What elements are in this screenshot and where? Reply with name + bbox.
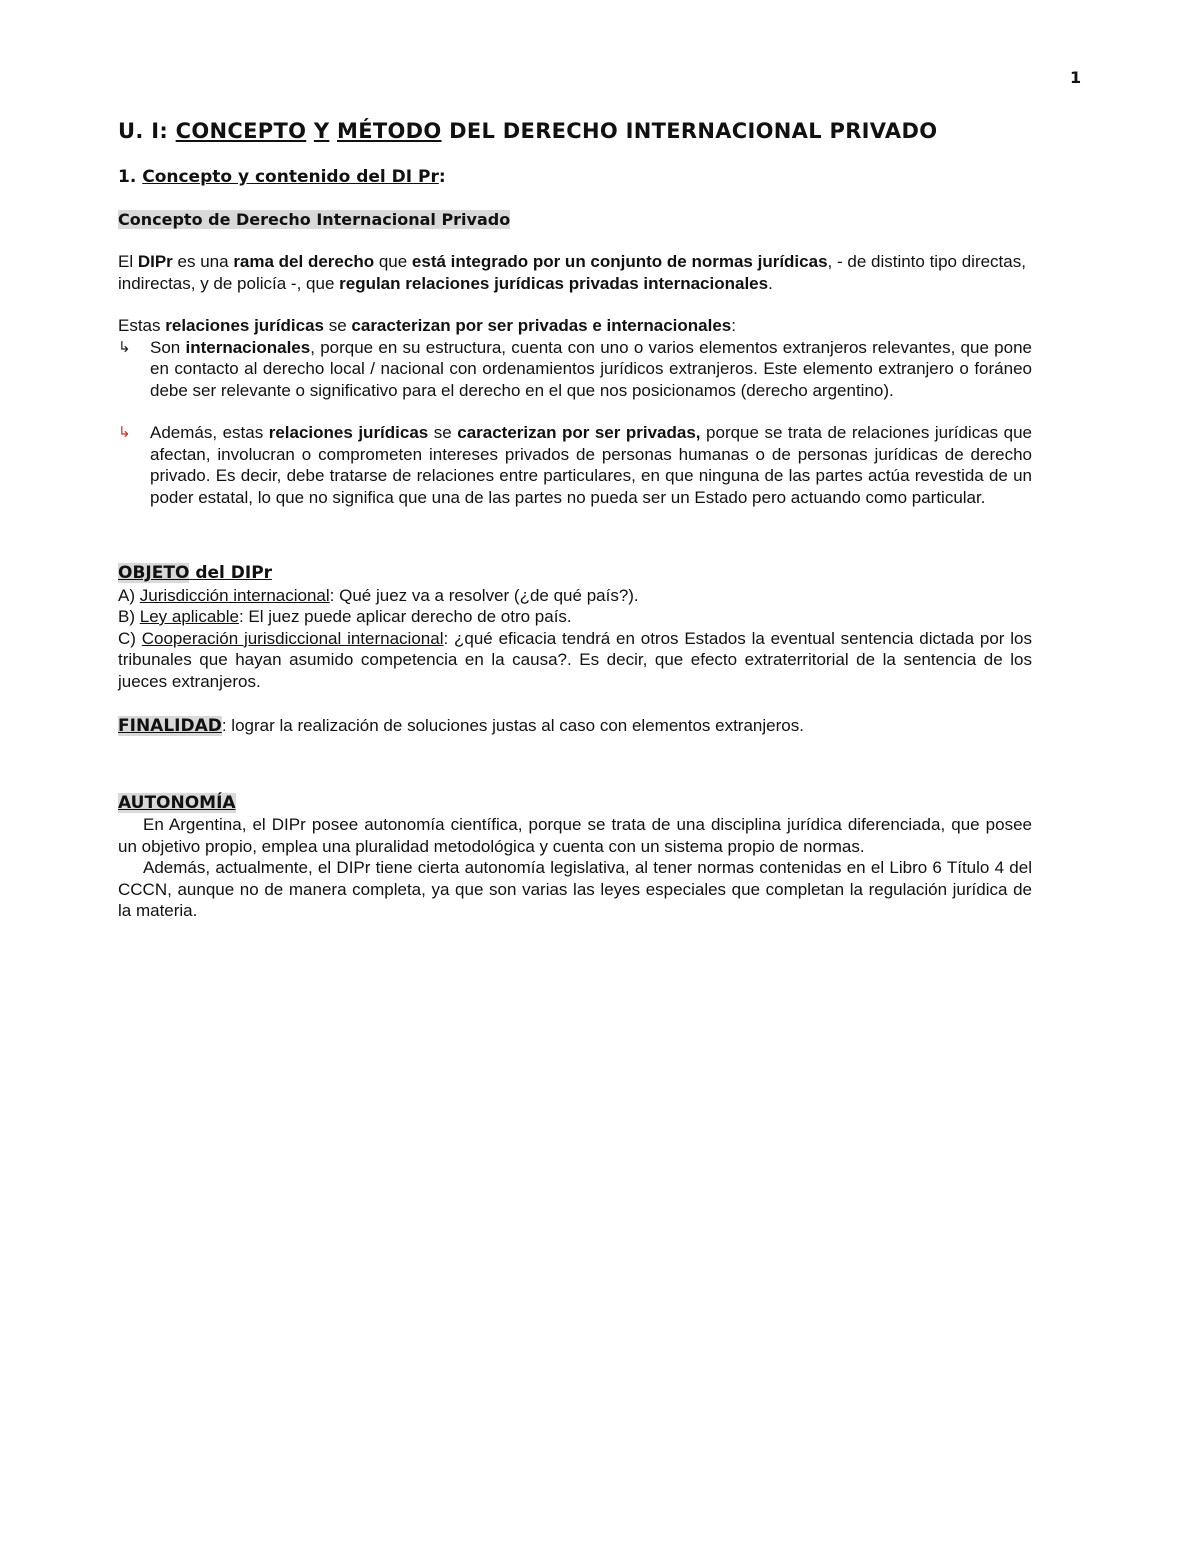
autonomia-paragraph-2: Además, actualmente, el DIPr tiene cierta autonomía legislativa, al tener normas contenidas en el Libro 6 Título 4 del CCCN, aunque no de manera completa, ya que son varias las leyes especiales que completan la regulación jurídica de la materia. bbox=[118, 858, 1032, 920]
def-bold-regulan: regulan relaciones jurídicas privadas internacionales bbox=[339, 273, 769, 293]
bullet-text bbox=[150, 422, 1032, 508]
section-1-title: Concepto y contenido del DI Pr bbox=[142, 167, 439, 187]
def-text: , - de distinto tipo directas, indirectas, y de policía -, que bbox=[118, 252, 1026, 293]
bullet-bold: internacionales bbox=[185, 337, 311, 357]
title-word-metodo: MÉTODO bbox=[337, 119, 442, 143]
autonomia-paragraph-1: En Argentina, el DIPr posee autonomía científica, porque se trata de una disciplina jurídica diferenciada, que posee un objetivo propio, emplea una pluralidad metodológica y cuenta con un sistema propio de normas. bbox=[118, 815, 1032, 856]
estas-text: Estas bbox=[118, 316, 166, 335]
bullet-privadas bbox=[118, 422, 1032, 508]
item-label: Cooperación jurisdiccional internacional bbox=[141, 628, 444, 648]
item-text: : ¿qué eficacia tendrá en otros Estados la eventual sentencia dictada por los tribunales que hayan asumido competencia en la causa?. Es decir, que efecto extraterritorial de la sentencia de los jueces extranjeros. bbox=[118, 628, 1032, 691]
objeto-item-b bbox=[118, 606, 1032, 628]
unit-title bbox=[118, 114, 1032, 148]
def-text: que bbox=[374, 252, 412, 271]
bullet-text-part: Son bbox=[150, 337, 186, 357]
def-bold-integrado: está integrado por un conjunto de normas jurídicas bbox=[411, 252, 828, 271]
item-prefix: B) bbox=[118, 607, 140, 626]
title-prefix: U. I: bbox=[118, 119, 176, 143]
finalidad-paragraph bbox=[118, 715, 1032, 738]
def-text: El bbox=[118, 252, 138, 271]
concepto-heading-line bbox=[118, 209, 1032, 231]
title-space bbox=[329, 119, 337, 143]
objeto-item-c bbox=[118, 628, 1032, 693]
bullet-text-part: se bbox=[428, 423, 458, 442]
item-text: : Qué juez va a resolver (¿de qué país?). bbox=[329, 585, 639, 605]
bullet-bold: caracterizan por ser privadas, bbox=[457, 423, 701, 442]
page-number: 1 bbox=[1070, 68, 1082, 87]
def-text: . bbox=[768, 273, 773, 293]
section-1-number: 1. bbox=[118, 167, 143, 187]
section-1-colon: : bbox=[438, 167, 446, 187]
arrow-bullet-icon: ↳ bbox=[118, 424, 131, 441]
estas-paragraph bbox=[118, 315, 1032, 337]
arrow-bullet-icon: ↳ bbox=[118, 338, 131, 356]
finalidad-heading: FINALIDAD bbox=[118, 716, 222, 736]
item-label: Jurisdicción internacional bbox=[139, 585, 330, 605]
title-word-concepto: CONCEPTO bbox=[175, 119, 307, 143]
bullet-text-part: porque se trata de relaciones jurídicas que afectan, involucran o comprometen intereses privados de personas humanas o de personas jurídicas de derecho privado. Es decir, debe tratarse de relaciones entre particulares, en que ninguna de las partes actúa revestida de un poder estatal, lo que no significa que una de las partes no pueda ser un Estado pero actuando como particular. bbox=[150, 423, 1033, 507]
def-bold-dipr: DIPr bbox=[137, 252, 173, 271]
title-space bbox=[306, 119, 314, 143]
estas-bold: relaciones jurídicas bbox=[165, 316, 324, 335]
bullet-bold: relaciones jurídicas bbox=[268, 423, 429, 442]
objeto-heading bbox=[118, 562, 1032, 585]
bullet-text-part: , porque en su estructura, cuenta con uno o varios elementos extranjeros relevantes, que pone en contacto al derecho local / nacional con ordenamientos jurídicos extranjeros. Este elemento extranjero o foráneo debe ser relevante o significativo para el derecho en el que nos posicionamos (derecho argentino). bbox=[150, 337, 1032, 400]
title-rest: DEL DERECHO INTERNACIONAL PRIVADO bbox=[441, 119, 938, 143]
objeto-item-a bbox=[118, 585, 1032, 607]
bullet-internacionales bbox=[118, 337, 1032, 402]
bullet-text bbox=[150, 337, 1032, 402]
autonomia-heading-line bbox=[118, 792, 1032, 815]
item-text: : El juez puede aplicar derecho de otro país. bbox=[238, 607, 572, 626]
title-word-y: Y bbox=[313, 119, 330, 143]
definition-paragraph bbox=[118, 251, 1032, 294]
finalidad-text: : lograr la realización de soluciones justas al caso con elementos extranjeros. bbox=[221, 716, 804, 735]
estas-text: : bbox=[731, 316, 736, 335]
estas-bold: caracterizan por ser privadas e internacionales bbox=[351, 316, 732, 335]
objeto-heading-word: OBJETO bbox=[118, 563, 190, 583]
bullet-text-part: Además, estas bbox=[150, 423, 269, 442]
estas-text: se bbox=[324, 316, 352, 335]
objeto-heading-rest: del DIPr bbox=[189, 563, 273, 583]
item-prefix: C) bbox=[118, 628, 142, 648]
autonomia-heading: AUTONOMÍA bbox=[118, 792, 236, 813]
concepto-heading: Concepto de Derecho Internacional Privado bbox=[118, 209, 511, 229]
section-1-heading bbox=[118, 167, 1032, 189]
item-prefix: A) bbox=[118, 585, 140, 605]
document-body bbox=[118, 114, 1032, 922]
def-bold-rama: rama del derecho bbox=[233, 252, 375, 271]
def-text: es una bbox=[172, 252, 234, 271]
item-label: Ley aplicable bbox=[139, 607, 239, 626]
